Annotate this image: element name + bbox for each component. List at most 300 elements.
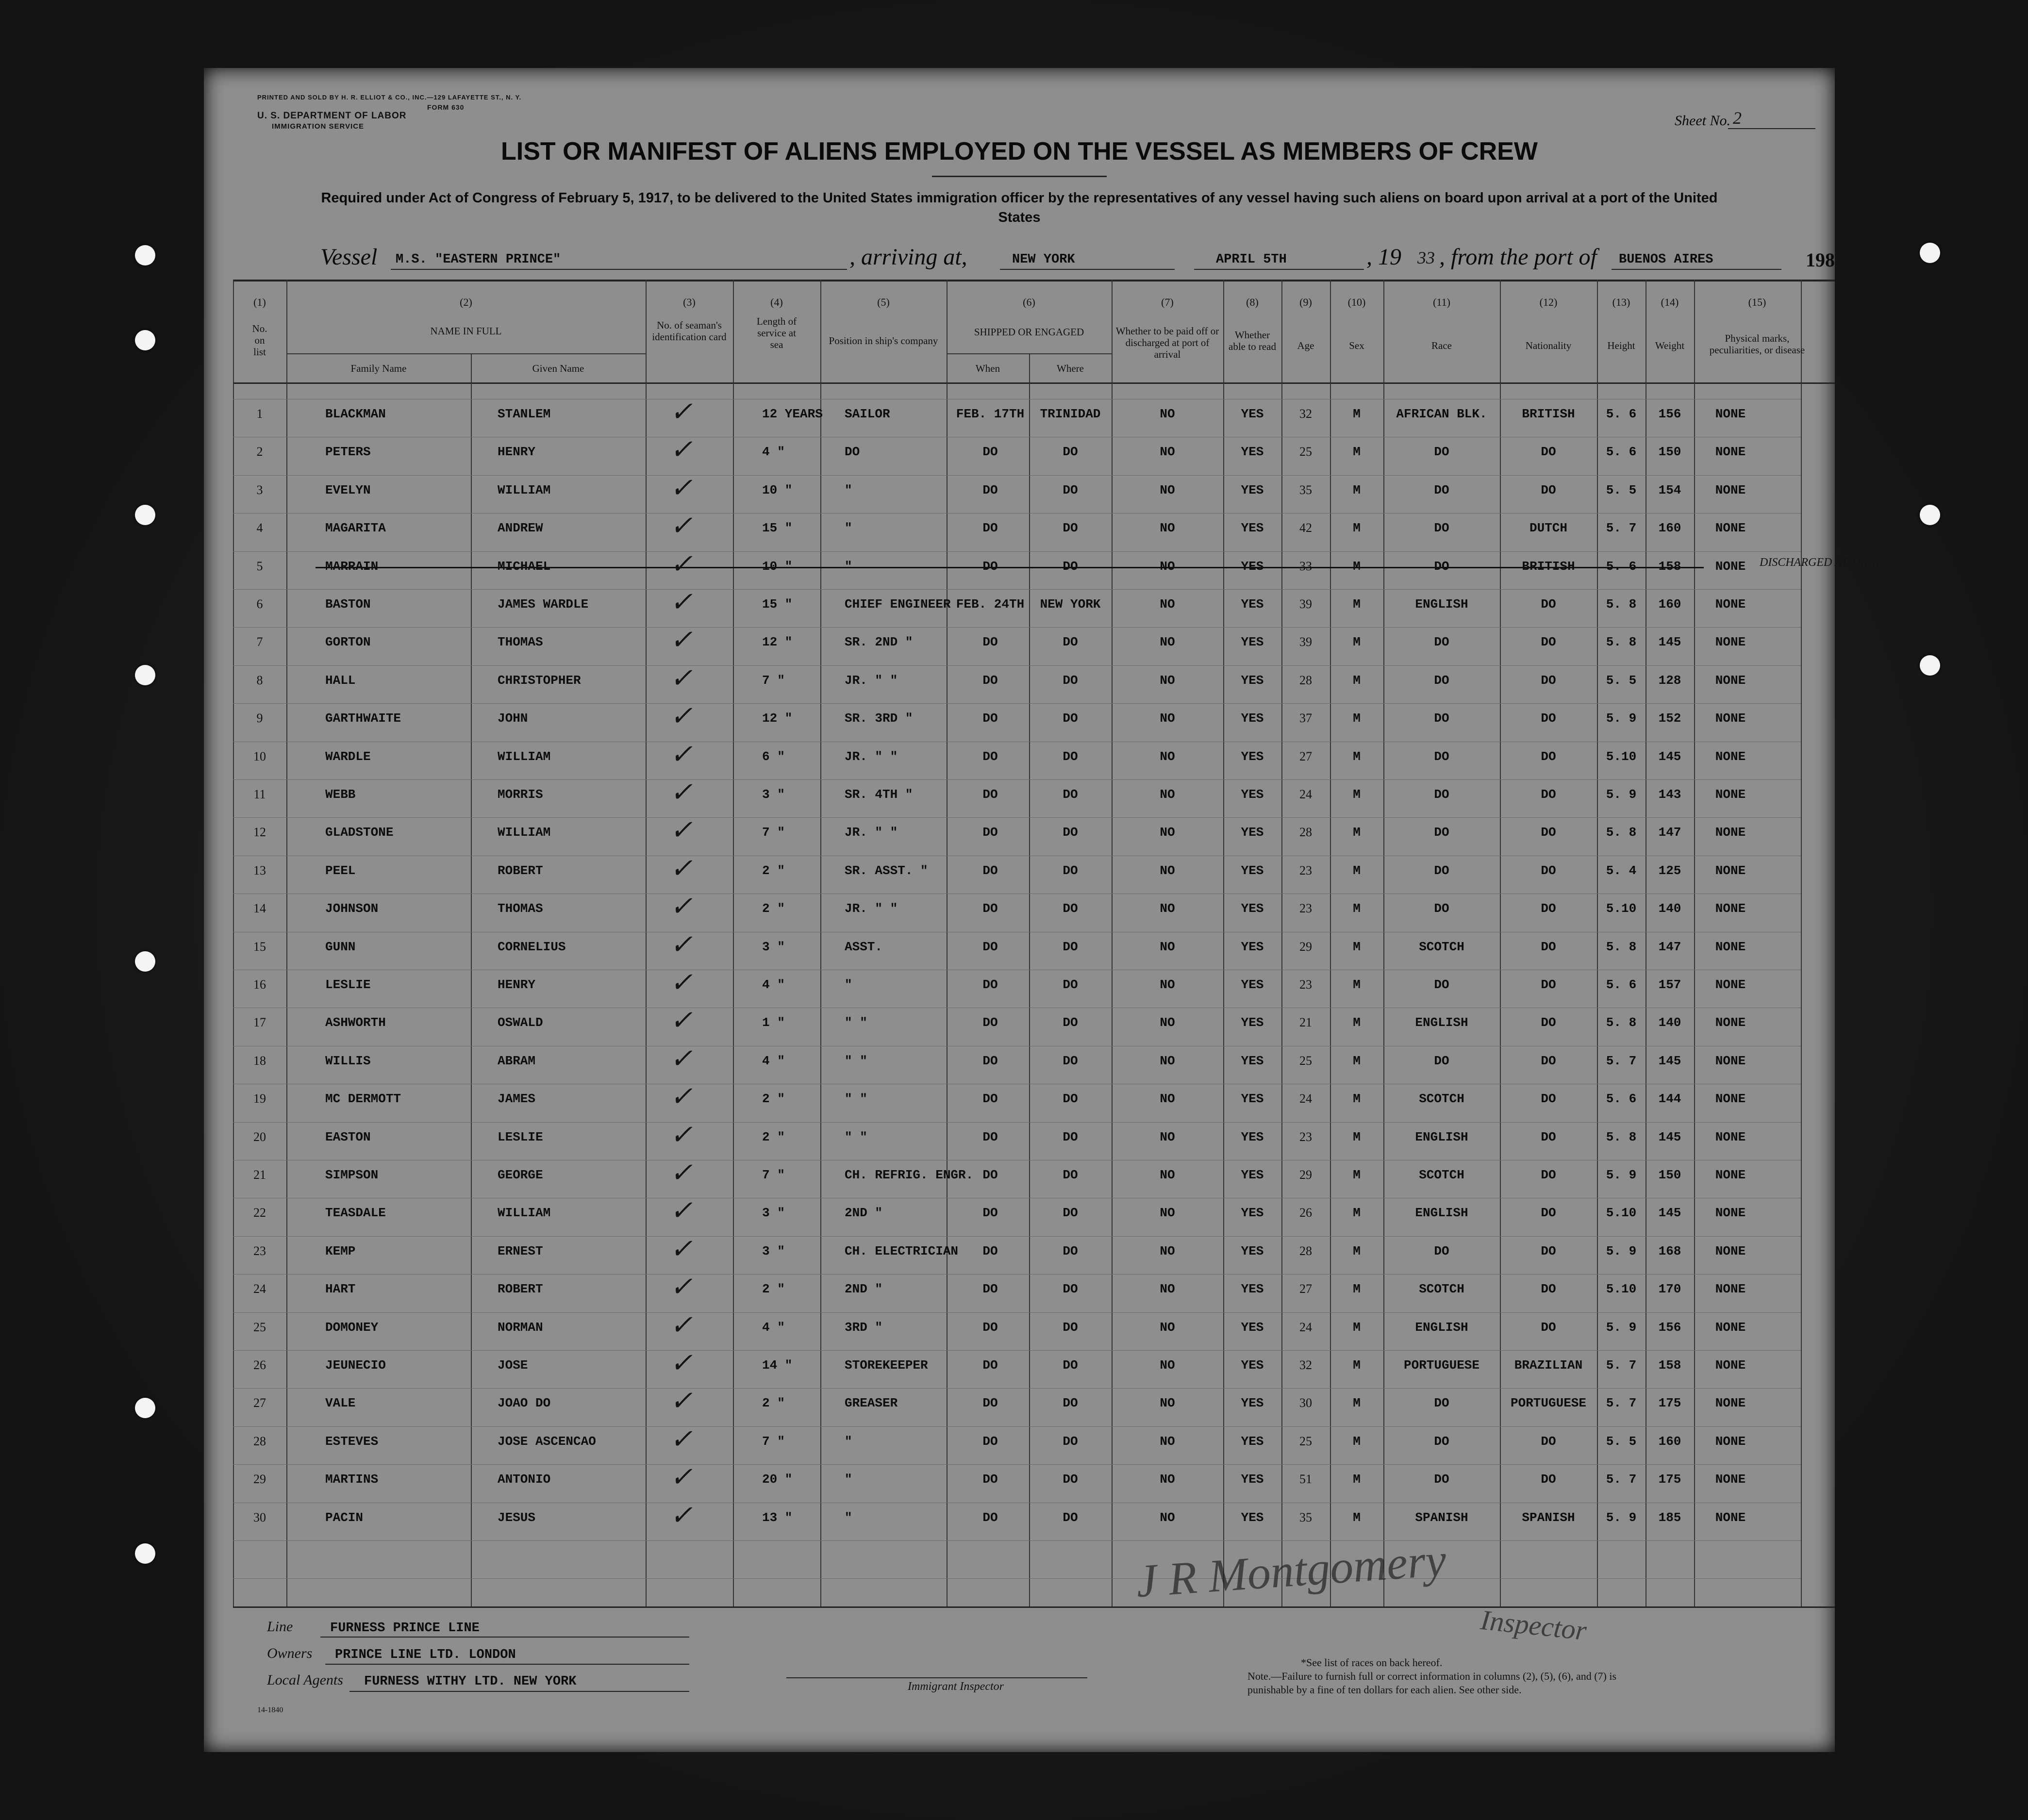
cell-paid: NO (1160, 787, 1175, 802)
cell-paid: NO (1160, 1358, 1175, 1373)
cell-marks: NONE (1715, 825, 1746, 840)
col-num-12: (12) (1539, 296, 1558, 308)
check-mark-icon: ✓ (670, 511, 693, 542)
check-mark-icon: ✓ (670, 1386, 693, 1417)
cell-sex: M (1353, 1320, 1361, 1335)
cell-service: 2 " (762, 901, 785, 916)
cell-where: DO (1063, 1129, 1078, 1144)
cell-sex: M (1353, 939, 1361, 954)
cell-age: 42 (1299, 521, 1312, 535)
cell-when: FEB. 24TH (956, 597, 1025, 612)
cell-weight: 140 (1658, 1015, 1681, 1030)
cell-service: 2 " (762, 1129, 785, 1144)
cell-service: 2 " (762, 1282, 785, 1297)
cell-service: 4 " (762, 1320, 785, 1335)
row-rule (233, 475, 1801, 476)
check-mark-icon: ✓ (670, 1196, 693, 1226)
cell-read: YES (1241, 1358, 1264, 1373)
check-mark-icon: ✓ (670, 1043, 693, 1074)
cell-paid: NO (1160, 673, 1175, 688)
cell-no: 10 (253, 749, 266, 763)
cell-position: JR. " " (845, 825, 898, 840)
cell-family: EASTON (325, 1129, 371, 1144)
cell-paid: NO (1160, 1168, 1175, 1182)
cell-no: 22 (253, 1206, 266, 1220)
cell-where: DO (1063, 1168, 1078, 1182)
cell-position: SR. 4TH " (845, 787, 913, 802)
cell-where: DO (1063, 445, 1078, 460)
cell-age: 33 (1299, 559, 1312, 573)
cell-nat: DO (1541, 673, 1556, 688)
cell-age: 29 (1299, 939, 1312, 954)
cell-where: DO (1063, 1358, 1078, 1373)
agents-value: FURNESS WITHY LTD. NEW YORK (364, 1674, 577, 1689)
cell-given: ERNEST (498, 1243, 543, 1258)
row-rule (233, 1122, 1801, 1123)
col-num-15: (15) (1748, 296, 1766, 308)
cell-sex: M (1353, 1282, 1361, 1297)
cell-where: DO (1063, 521, 1078, 536)
cell-race: DO (1434, 711, 1449, 726)
row-rule (233, 1426, 1801, 1427)
cell-weight: 150 (1658, 1168, 1681, 1182)
cell-weight: 147 (1658, 939, 1681, 954)
cell-paid: NO (1160, 407, 1175, 421)
cell-no: 23 (253, 1243, 266, 1258)
col-num-1: (1) (253, 296, 266, 308)
cell-given: OSWALD (498, 1015, 543, 1030)
races-note: *See list of races on back hereof. (1301, 1656, 1443, 1669)
cell-no: 27 (253, 1396, 266, 1410)
cell-marks: NONE (1715, 1510, 1746, 1525)
row-rule (233, 1540, 1801, 1541)
cell-race: DO (1434, 825, 1449, 840)
col-num-7: (7) (1161, 296, 1174, 308)
check-mark-icon: ✓ (670, 701, 693, 732)
cell-no: 1 (256, 407, 263, 421)
cell-weight: 185 (1658, 1510, 1681, 1525)
cell-family: EVELYN (325, 482, 371, 497)
cell-when: DO (982, 1129, 998, 1144)
agents-label: Local Agents (267, 1672, 343, 1688)
cell-read: YES (1241, 635, 1264, 650)
col-head-10: Sex (1349, 340, 1364, 351)
check-mark-icon: ✓ (670, 1272, 693, 1303)
cell-race: ENGLISH (1415, 1129, 1468, 1144)
cell-height: 5.10 (1606, 901, 1637, 916)
cell-age: 39 (1299, 635, 1312, 649)
date-underline (1194, 269, 1364, 270)
cell-position: GREASER (845, 1396, 898, 1411)
binder-hole (135, 1543, 155, 1564)
cell-when: DO (982, 1434, 998, 1449)
cell-where: DO (1063, 711, 1078, 726)
cell-no: 28 (253, 1434, 266, 1448)
cell-height: 5. 8 (1606, 825, 1637, 840)
from-port: BUENOS AIRES (1619, 252, 1713, 267)
col-num-5: (5) (877, 296, 890, 308)
cell-race: DO (1434, 1472, 1449, 1487)
cell-position: JR. " " (845, 901, 898, 916)
cell-sex: M (1353, 1510, 1361, 1525)
cell-marks: NONE (1715, 521, 1746, 536)
cell-race: DO (1434, 559, 1449, 574)
row-rule (233, 817, 1801, 818)
cell-service: 12 " (762, 711, 793, 726)
cell-paid: NO (1160, 1396, 1175, 1411)
cell-weight: 154 (1658, 482, 1681, 497)
cell-no: 14 (253, 901, 266, 916)
cell-position: " (845, 977, 852, 992)
cell-family: JOHNSON (325, 901, 379, 916)
cell-given: WILLIAM (498, 749, 551, 764)
cell-height: 5. 6 (1606, 445, 1637, 460)
cell-marks: NONE (1715, 1129, 1746, 1144)
cell-nat: DO (1541, 787, 1556, 802)
cell-where: DO (1063, 482, 1078, 497)
cell-height: 5. 9 (1606, 787, 1637, 802)
cell-service: 14 " (762, 1358, 793, 1373)
year-value: 33 (1417, 248, 1435, 267)
cell-nat: SPANISH (1522, 1510, 1575, 1525)
cell-height: 5. 8 (1606, 1129, 1637, 1144)
col-head-7: Whether to be paid off or discharged at port of arrival (1115, 325, 1219, 360)
cell-race: ENGLISH (1415, 597, 1468, 612)
cell-read: YES (1241, 1510, 1264, 1525)
cell-no: 20 (253, 1129, 266, 1144)
cell-read: YES (1241, 559, 1264, 574)
cell-height: 5. 6 (1606, 407, 1637, 421)
inspector-signature: J R Montgomery (1134, 1533, 1448, 1607)
cell-when: DO (982, 1472, 998, 1487)
cell-service: 7 " (762, 825, 785, 840)
cell-marks: NONE (1715, 635, 1746, 650)
binder-hole (135, 245, 155, 265)
col-head-8: Whether able to read (1229, 329, 1276, 352)
cell-race: DO (1434, 863, 1449, 878)
cell-nat: DO (1541, 1129, 1556, 1144)
page-subtitle: Required under Act of Congress of February 5, 1917, to be delivered to the United States immigration officer by the representatives of any vessel having such aliens on board upon arrival at a port of the United States (321, 190, 1718, 225)
cell-nat: DO (1541, 445, 1556, 460)
cell-nat: DO (1541, 749, 1556, 764)
form-number: FORM 630 (427, 103, 465, 111)
cell-weight: 145 (1658, 635, 1681, 650)
cell-age: 32 (1299, 407, 1312, 421)
cell-when: DO (982, 1168, 998, 1182)
cell-service: 2 " (762, 1396, 785, 1411)
cell-position: " (845, 521, 852, 536)
department-name: U. S. DEPARTMENT OF LABOR (257, 111, 407, 121)
cell-paid: NO (1160, 1092, 1175, 1107)
cell-nat: DO (1541, 1092, 1556, 1107)
cell-height: 5. 6 (1606, 1092, 1637, 1107)
cell-where: DO (1063, 1206, 1078, 1221)
cell-weight: 145 (1658, 749, 1681, 764)
cell-when: DO (982, 1092, 998, 1107)
cell-marks: NONE (1715, 711, 1746, 726)
cell-position: ASST. (845, 939, 883, 954)
cell-read: YES (1241, 901, 1264, 916)
cell-given: JOSE ASCENCAO (498, 1434, 596, 1449)
cell-read: YES (1241, 521, 1264, 536)
arriving-underline (1000, 269, 1175, 270)
cell-no: 5 (256, 559, 263, 573)
check-mark-icon: ✓ (670, 1424, 693, 1455)
col-head-15: Physical marks, peculiarities, or disease (1709, 332, 1805, 356)
cell-service: 12 YEARS (762, 407, 823, 421)
cell-position: CHIEF ENGINEER (845, 597, 951, 612)
cell-marks: NONE (1715, 1434, 1746, 1449)
cell-read: YES (1241, 597, 1264, 612)
cell-read: YES (1241, 1053, 1264, 1068)
cell-age: 28 (1299, 673, 1312, 687)
check-mark-icon: ✓ (670, 1348, 693, 1378)
cell-height: 5. 8 (1606, 635, 1637, 650)
cell-service: 7 " (762, 1168, 785, 1182)
cell-height: 5. 7 (1606, 1472, 1637, 1487)
cell-weight: 150 (1658, 445, 1681, 460)
check-mark-icon: ✓ (670, 1082, 693, 1112)
cell-no: 3 (256, 482, 263, 497)
agents-underline (349, 1691, 689, 1692)
cell-when: DO (982, 787, 998, 802)
cell-age: 28 (1299, 825, 1312, 840)
cell-where: DO (1063, 1434, 1078, 1449)
cell-read: YES (1241, 863, 1264, 878)
cell-sex: M (1353, 787, 1361, 802)
cell-race: SCOTCH (1419, 1092, 1464, 1107)
cell-where: DO (1063, 939, 1078, 954)
cell-sex: M (1353, 559, 1361, 574)
column-rule (733, 280, 734, 1606)
cell-given: WILLIAM (498, 482, 551, 497)
cell-weight: 160 (1658, 521, 1681, 536)
cell-marks: NONE (1715, 1282, 1746, 1297)
col-head-3: No. of seaman's identification card (652, 319, 727, 343)
check-mark-icon: ✓ (670, 625, 693, 656)
cell-when: DO (982, 1320, 998, 1335)
cell-family: PACIN (325, 1510, 364, 1525)
subheader-rule (286, 353, 646, 354)
cell-service: 10 " (762, 559, 793, 574)
cell-when: DO (982, 825, 998, 840)
binder-hole (135, 505, 155, 525)
cell-when: DO (982, 1015, 998, 1030)
cell-age: 23 (1299, 1129, 1312, 1144)
column-rule (646, 280, 647, 1606)
manifest-sheet (204, 68, 1907, 1752)
cell-height: 5. 9 (1606, 1168, 1637, 1182)
cell-no: 30 (253, 1510, 266, 1524)
cell-where: DO (1063, 977, 1078, 992)
row-rule (233, 703, 1801, 704)
cell-where: DO (1063, 1015, 1078, 1030)
cell-sex: M (1353, 977, 1361, 992)
cell-marks: NONE (1715, 1320, 1746, 1335)
cell-no: 7 (256, 635, 263, 649)
cell-service: 20 " (762, 1472, 793, 1487)
cell-sex: M (1353, 901, 1361, 916)
cell-read: YES (1241, 1015, 1264, 1030)
cell-paid: NO (1160, 559, 1175, 574)
cell-service: 13 " (762, 1510, 793, 1525)
cell-no: 16 (253, 977, 266, 992)
cell-paid: NO (1160, 635, 1175, 650)
cell-paid: NO (1160, 1129, 1175, 1144)
title-rule (932, 176, 1107, 177)
cell-race: DO (1434, 749, 1449, 764)
cell-read: YES (1241, 1168, 1264, 1182)
cell-marks: NONE (1715, 407, 1746, 421)
binder-hole (135, 330, 155, 350)
cell-given: JAMES WARDLE (498, 597, 589, 612)
fine-note: Note.—Failure to furnish full or correct information in columns (2), (5), (6), and (7) is punishable by a fine of ten dollars for each alien. See other side. (1247, 1670, 1617, 1696)
cell-given: STANLEM (498, 407, 551, 421)
cell-age: 35 (1299, 482, 1312, 497)
cell-given: JOSE (498, 1358, 528, 1373)
cell-position: " (845, 1472, 852, 1487)
row-rule (233, 665, 1801, 666)
cell-age: 23 (1299, 977, 1312, 992)
cell-no: 6 (256, 597, 263, 611)
cell-given: GEORGE (498, 1168, 543, 1182)
cell-race: PORTUGUESE (1403, 1358, 1480, 1373)
cell-position: 2ND " (845, 1206, 883, 1221)
cell-where: DO (1063, 1243, 1078, 1258)
cell-age: 39 (1299, 597, 1312, 611)
row-rule (233, 893, 1801, 894)
cell-service: 3 " (762, 939, 785, 954)
arriving-port: NEW YORK (1012, 252, 1075, 267)
cell-where: DO (1063, 825, 1078, 840)
cell-when: DO (982, 673, 998, 688)
cell-marks: NONE (1715, 1053, 1746, 1068)
cell-nat: DO (1541, 1053, 1556, 1068)
cell-service: 12 " (762, 635, 793, 650)
cell-position: CH. ELECTRICIAN (845, 1243, 959, 1258)
cell-position: JR. " " (845, 673, 898, 688)
cell-paid: NO (1160, 863, 1175, 878)
cell-read: YES (1241, 1092, 1264, 1107)
cell-age: 23 (1299, 901, 1312, 916)
cell-given: CORNELIUS (498, 939, 566, 954)
cell-nat: DO (1541, 1472, 1556, 1487)
cell-age: 25 (1299, 1053, 1312, 1068)
cell-no: 24 (253, 1282, 266, 1296)
cell-sex: M (1353, 749, 1361, 764)
cell-family: WILLIS (325, 1053, 371, 1068)
column-rule (820, 280, 821, 1606)
sheet-no-underline (1728, 128, 1815, 129)
cell-family: GORTON (325, 635, 371, 650)
cell-service: 3 " (762, 787, 785, 802)
cell-read: YES (1241, 977, 1264, 992)
cell-sex: M (1353, 1092, 1361, 1107)
cell-marks: NONE (1715, 1092, 1746, 1107)
cell-when: DO (982, 711, 998, 726)
cell-sex: M (1353, 521, 1361, 536)
check-mark-icon: ✓ (670, 739, 693, 770)
cell-age: 25 (1299, 445, 1312, 459)
cell-weight: 156 (1658, 1320, 1681, 1335)
cell-race: DO (1434, 1243, 1449, 1258)
cell-marks: NONE (1715, 1243, 1746, 1258)
cell-weight: 170 (1658, 1282, 1681, 1297)
cell-nat: DO (1541, 1434, 1556, 1449)
cell-service: 7 " (762, 673, 785, 688)
cell-position: " " (845, 1053, 867, 1068)
check-mark-icon: ✓ (670, 1234, 693, 1264)
cell-family: BASTON (325, 597, 371, 612)
cell-weight: 145 (1658, 1206, 1681, 1221)
printer-imprint (257, 92, 521, 103)
binder-hole (1920, 505, 1940, 525)
cell-position: 2ND " (845, 1282, 883, 1297)
cell-weight: 128 (1658, 673, 1681, 688)
col-head-9: Age (1297, 340, 1314, 351)
cell-nat: DO (1541, 939, 1556, 954)
cell-weight: 160 (1658, 1434, 1681, 1449)
col-head-1: No. on list (252, 323, 267, 358)
cell-race: ENGLISH (1415, 1206, 1468, 1221)
cell-paid: NO (1160, 825, 1175, 840)
inspector-rule (786, 1677, 1087, 1678)
cell-marks: NONE (1715, 559, 1746, 574)
cell-given: WILLIAM (498, 825, 551, 840)
cell-position: " " (845, 1015, 867, 1030)
cell-family: ASHWORTH (325, 1015, 386, 1030)
cell-where: DO (1063, 863, 1078, 878)
cell-height: 5. 6 (1606, 977, 1637, 992)
cell-when: DO (982, 901, 998, 916)
column-rule (1801, 280, 1802, 1606)
cell-position: " (845, 1434, 852, 1449)
cell-nat: DO (1541, 863, 1556, 878)
form-code: 14-1840 (257, 1706, 283, 1714)
cell-family: VALE (325, 1396, 356, 1411)
col-num-6: (6) (1023, 296, 1035, 308)
cell-paid: NO (1160, 597, 1175, 612)
from-port-underline (1612, 269, 1781, 270)
cell-nat: DO (1541, 711, 1556, 726)
cell-height: 5.10 (1606, 1206, 1637, 1221)
cell-read: YES (1241, 482, 1264, 497)
cell-position: SAILOR (845, 407, 890, 421)
cell-weight: 156 (1658, 407, 1681, 421)
cell-weight: 175 (1658, 1472, 1681, 1487)
cell-when: DO (982, 482, 998, 497)
col-head-14: Weight (1655, 340, 1685, 351)
cell-weight: 147 (1658, 825, 1681, 840)
binder-hole (135, 1398, 155, 1418)
cell-when: FEB. 17TH (956, 407, 1025, 421)
cell-race: DO (1434, 977, 1449, 992)
cell-sex: M (1353, 1358, 1361, 1373)
cell-race: ENGLISH (1415, 1320, 1468, 1335)
cell-where: DO (1063, 673, 1078, 688)
cell-position: CH. REFRIG. ENGR. (845, 1168, 974, 1182)
binder-hole (135, 951, 155, 972)
cell-age: 28 (1299, 1243, 1312, 1258)
table-top-rule (233, 280, 1835, 281)
page-title: LIST OR MANIFEST OF ALIENS EMPLOYED ON THE VESSEL AS MEMBERS OF CREW (501, 137, 1538, 165)
cell-where: DO (1063, 1320, 1078, 1335)
cell-weight: 145 (1658, 1129, 1681, 1144)
col-head-13: Height (1607, 340, 1635, 351)
cell-no: 12 (253, 825, 266, 840)
check-mark-icon: ✓ (670, 435, 693, 465)
cell-nat: BRITISH (1522, 407, 1575, 421)
